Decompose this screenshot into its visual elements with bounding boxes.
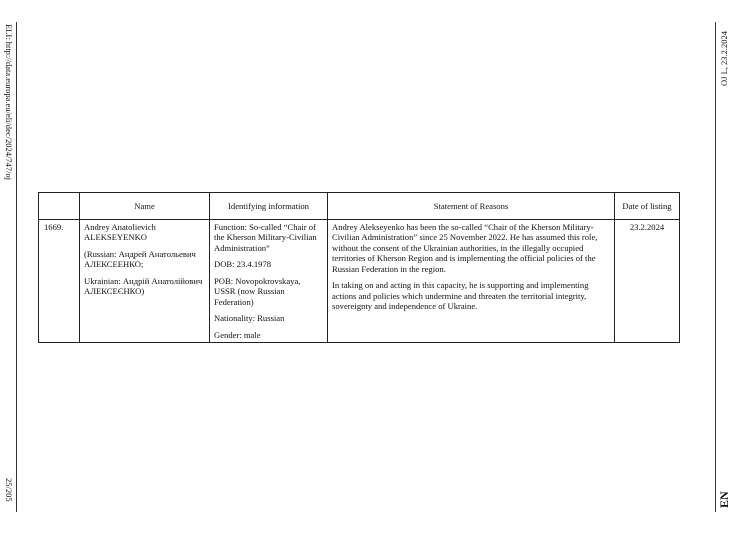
- entry-name-cell: [80, 220, 210, 343]
- entry-number: 1669.: [39, 220, 80, 343]
- official-journal-reference: OJ L, 23.2.2024: [719, 30, 729, 86]
- entry-dob: DOB: 23.4.1978: [214, 259, 272, 270]
- language-code: EN: [717, 491, 731, 508]
- entry-name-russian: (Russian: Андрей Анатольевич АЛЕКСЕЕНКО;: [84, 248, 196, 270]
- page-number: 25/205: [4, 478, 14, 502]
- header-number: [39, 193, 80, 220]
- statement-paragraph-1: Andrey Alekseyenko has been the so-called “Chair of the Kherson Military-Civilian Administration” since 25 November 2022. He has assumed this role, without the consent of the Ukrainian authorities, in the illegally occupied territories of Kherson Region and is implementing the official policies of the Russian Federation in the region.: [332, 222, 598, 274]
- header-identifying-information: Identifying information: [210, 193, 328, 220]
- entry-function: Function: So-called “Chair of the Kherson Military-Civilian Administration”: [214, 222, 317, 253]
- table-row: [39, 220, 680, 343]
- eli-reference[interactable]: ELI: http://data.europa.eu/eli/dec/2024/747/oj: [4, 24, 14, 181]
- table-header-row: [39, 193, 680, 220]
- entry-statement-cell: [328, 220, 615, 343]
- entry-name-latin: Andrey Anatolievich ALEKSEYENKO: [84, 222, 156, 243]
- entry-nationality: Nationality: Russian: [214, 313, 285, 324]
- header-date-of-listing: Date of listing: [615, 193, 680, 220]
- header-name: Name: [80, 193, 210, 220]
- left-margin-rule: [16, 22, 17, 512]
- entry-gender: Gender: male: [214, 329, 261, 340]
- entry-identifying-cell: [210, 220, 328, 343]
- entry-date-of-listing: 23.2.2024: [615, 220, 680, 343]
- header-statement-of-reasons: Statement of Reasons: [328, 193, 615, 220]
- statement-paragraph-2: In taking on and acting in this capacity, he is supporting and implementing actions and policies which undermine and threaten the territorial integrity, sovereignty and independence of Ukraine.: [332, 280, 589, 312]
- entry-name-ukrainian: Ukrainian: Андрій Анатолійович АЛЕКСЕЄНКО): [84, 275, 203, 297]
- entry-pob: POB: Novopokrovskaya, USSR (now Russian Federation): [214, 275, 301, 307]
- right-margin-rule: [715, 22, 716, 512]
- sanctions-table: [38, 192, 680, 343]
